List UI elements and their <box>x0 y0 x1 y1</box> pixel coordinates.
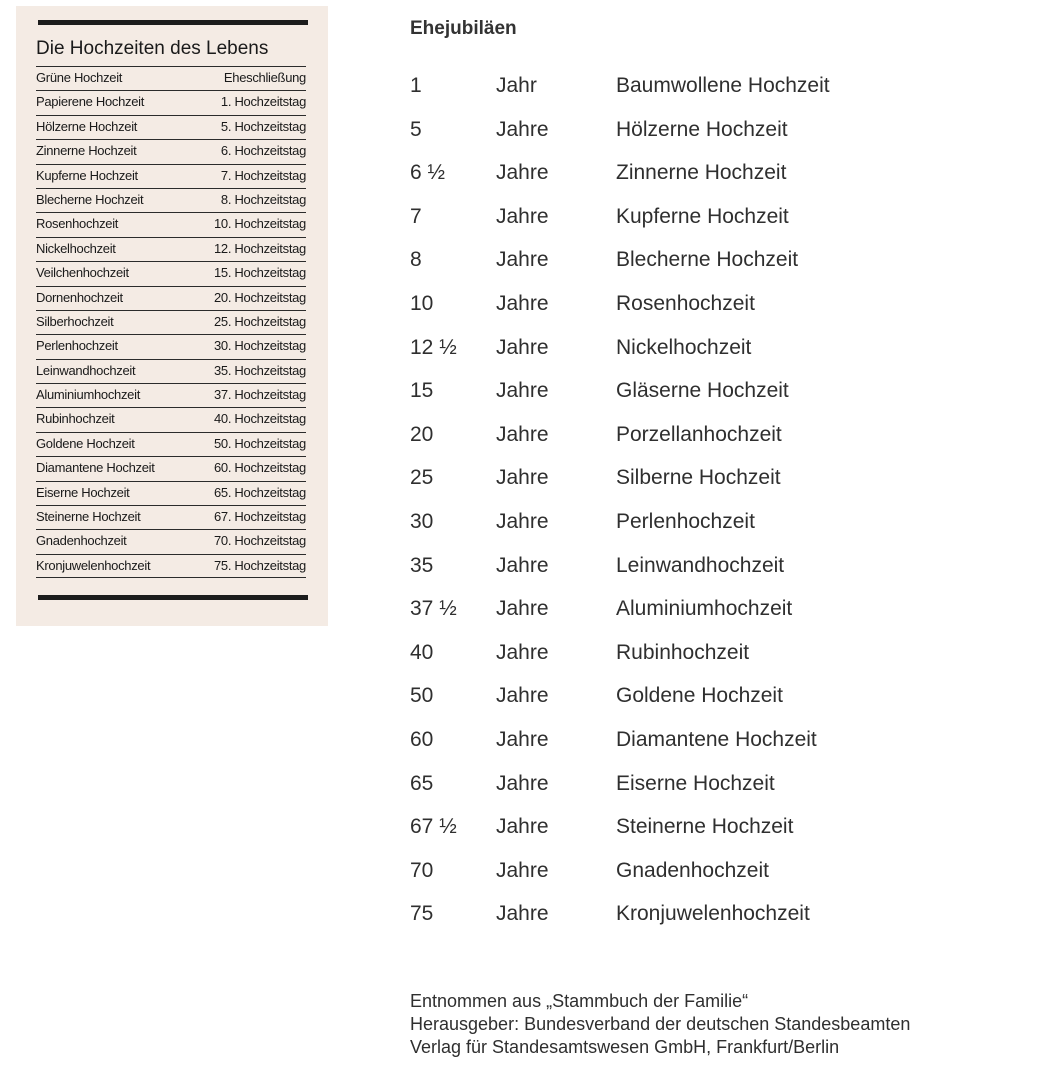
jubilee-row <box>410 728 1030 772</box>
clipping-row-date: Eheschließung <box>223 70 306 85</box>
jubilee-unit: Jahre <box>496 204 549 228</box>
jubilee-name: Goldene Hochzeit <box>616 684 783 708</box>
jubilee-unit: Jahre <box>496 684 549 708</box>
jubilee-name: Eiserne Hochzeit <box>616 771 775 795</box>
clipping-row-name: Veilchenhochzeit <box>36 265 129 281</box>
clipping-row-date: 65. Hochzeitstag <box>213 484 306 500</box>
clipping-row <box>36 359 306 383</box>
clipping-row-name: Papierene Hochzeit <box>36 94 145 110</box>
clipping-top-bar <box>38 20 308 25</box>
jubilee-years: 65 <box>410 771 434 795</box>
jubilee-row <box>410 510 1030 554</box>
jubilee-name: Gläserne Hochzeit <box>616 379 789 403</box>
clipping-row-date: 30. Hochzeitstag <box>213 338 306 354</box>
jubilee-name: Rosenhochzeit <box>616 291 755 315</box>
jubilee-name: Hölzerne Hochzeit <box>616 117 788 141</box>
clipping-row-date: 37. Hochzeitstag <box>213 387 306 403</box>
clipping-row <box>36 334 306 358</box>
clipping-row-date: 75. Hochzeitstag <box>213 557 306 573</box>
jubilee-name: Kupferne Hochzeit <box>616 204 789 228</box>
clipping-row <box>36 505 306 529</box>
clipping-row-name: Goldene Hochzeit <box>36 435 135 451</box>
clipping-row-name: Grüne Hochzeit <box>36 70 123 85</box>
jubilee-unit: Jahre <box>496 422 549 446</box>
clipping-row <box>36 164 306 188</box>
jubilee-years: 15 <box>410 379 434 403</box>
source-note <box>410 990 910 1059</box>
clipping-row-date: 5. Hochzeitstag <box>220 118 306 134</box>
jubilee-years: 6 ½ <box>410 161 446 185</box>
clipping-row <box>36 554 306 578</box>
clipping-row-date: 50. Hochzeitstag <box>213 435 306 451</box>
clipping-row <box>36 310 306 334</box>
jubilee-years: 35 <box>410 553 434 577</box>
jubilee-row <box>410 772 1030 816</box>
clipping-row <box>36 237 306 261</box>
clipping-row-name: Zinnerne Hochzeit <box>36 143 137 159</box>
jubilee-name: Porzellanhochzeit <box>616 422 782 446</box>
clipping-row <box>36 456 306 480</box>
clipping-row-name: Steinerne Hochzeit <box>36 509 141 525</box>
jubilee-years: 20 <box>410 422 434 446</box>
jubilee-name: Perlenhochzeit <box>616 509 755 533</box>
jubilee-row <box>410 205 1030 249</box>
clipping-row <box>36 286 306 310</box>
jubilee-unit: Jahre <box>496 553 549 577</box>
clipping-row-date: 8. Hochzeitstag <box>220 191 306 207</box>
jubilees-heading: Ehejubiläen <box>410 18 517 39</box>
newspaper-clipping <box>16 6 328 626</box>
clipping-row <box>36 481 306 505</box>
clipping-row <box>36 432 306 456</box>
jubilee-unit: Jahre <box>496 466 549 490</box>
clipping-row-date: 1. Hochzeitstag <box>220 94 306 110</box>
jubilee-row <box>410 641 1030 685</box>
jubilee-years: 10 <box>410 291 434 315</box>
jubilee-row <box>410 292 1030 336</box>
jubilee-name: Steinerne Hochzeit <box>616 815 794 839</box>
clipping-row-name: Rubinhochzeit <box>36 411 115 427</box>
jubilee-name: Nickelhochzeit <box>616 335 752 359</box>
clipping-row-name: Aluminiumhochzeit <box>36 387 141 403</box>
clipping-row-name: Perlenhochzeit <box>36 338 118 354</box>
clipping-row-date: 6. Hochzeitstag <box>220 143 306 159</box>
clipping-row-name: Rosenhochzeit <box>36 216 119 232</box>
jubilee-years: 60 <box>410 727 434 751</box>
clipping-table <box>36 66 306 578</box>
clipping-row <box>36 66 306 90</box>
clipping-row-date: 10. Hochzeitstag <box>213 216 306 232</box>
jubilee-years: 37 ½ <box>410 597 457 621</box>
jubilee-unit: Jahre <box>496 771 549 795</box>
jubilee-unit: Jahre <box>496 291 549 315</box>
jubilee-row <box>410 161 1030 205</box>
source-line-2: Herausgeber: Bundesverband der deutschen Standesbeamten <box>410 1014 911 1034</box>
jubilee-years: 40 <box>410 640 434 664</box>
clipping-title: Die Hochzeiten des Lebens <box>36 38 269 59</box>
jubilee-row <box>410 902 1030 946</box>
clipping-row-name: Eiserne Hochzeit <box>36 484 130 500</box>
jubilee-unit: Jahre <box>496 248 549 272</box>
clipping-row <box>36 90 306 114</box>
jubilee-name: Zinnerne Hochzeit <box>616 161 787 185</box>
jubilee-years: 70 <box>410 858 434 882</box>
clipping-row-name: Leinwandhochzeit <box>36 362 136 378</box>
jubilee-name: Leinwandhochzeit <box>616 553 785 577</box>
jubilee-years: 8 <box>410 248 422 272</box>
jubilee-row <box>410 597 1030 641</box>
clipping-row <box>36 139 306 163</box>
jubilee-row <box>410 684 1030 728</box>
jubilee-unit: Jahre <box>496 640 549 664</box>
clipping-row-name: Silberhochzeit <box>36 313 114 329</box>
jubilee-name: Baumwollene Hochzeit <box>616 74 830 97</box>
source-line-1: Entnommen aus „Stammbuch der Familie“ <box>410 991 749 1011</box>
clipping-row-date: 35. Hochzeitstag <box>213 362 306 378</box>
jubilee-unit: Jahre <box>496 597 549 621</box>
jubilee-unit: Jahre <box>496 509 549 533</box>
clipping-row-date: 40. Hochzeitstag <box>213 411 306 427</box>
source-line-3: Verlag für Standesamtswesen GmbH, Frankfurt/Berlin <box>410 1037 840 1057</box>
clipping-row-name: Kupferne Hochzeit <box>36 167 138 183</box>
clipping-row-date: 15. Hochzeitstag <box>213 265 306 281</box>
jubilee-unit: Jahre <box>496 815 549 839</box>
jubilees-list <box>410 74 1030 946</box>
jubilee-row <box>410 74 1030 118</box>
clipping-row-name: Hölzerne Hochzeit <box>36 118 138 134</box>
jubilee-row <box>410 554 1030 598</box>
clipping-row-date: 60. Hochzeitstag <box>213 460 306 476</box>
jubilee-years: 30 <box>410 509 434 533</box>
jubilee-years: 1 <box>410 74 422 97</box>
jubilee-unit: Jahre <box>496 335 549 359</box>
clipping-row-date: 25. Hochzeitstag <box>213 313 306 329</box>
jubilee-years: 5 <box>410 117 422 141</box>
jubilee-name: Gnadenhochzeit <box>616 858 769 882</box>
jubilee-years: 67 ½ <box>410 815 457 839</box>
jubilee-name: Aluminiumhochzeit <box>616 597 793 621</box>
jubilee-row <box>410 248 1030 292</box>
jubilee-years: 50 <box>410 684 434 708</box>
clipping-row-name: Gnadenhochzeit <box>36 533 127 549</box>
jubilee-unit: Jahre <box>496 727 549 751</box>
jubilee-row <box>410 336 1030 380</box>
clipping-row <box>36 115 306 139</box>
jubilee-row <box>410 815 1030 859</box>
jubilee-row <box>410 118 1030 162</box>
clipping-row-name: Diamantene Hochzeit <box>36 460 155 476</box>
jubilee-name: Blecherne Hochzeit <box>616 248 799 272</box>
jubilee-unit: Jahre <box>496 858 549 882</box>
clipping-row-name: Blecherne Hochzeit <box>36 191 144 207</box>
clipping-row-date: 20. Hochzeitstag <box>213 289 306 305</box>
clipping-row-name: Kronjuwelenhochzeit <box>36 557 151 573</box>
clipping-bottom-bar <box>38 595 308 600</box>
clipping-row <box>36 529 306 553</box>
jubilee-unit: Jahre <box>496 161 549 185</box>
jubilee-unit: Jahre <box>496 117 549 141</box>
jubilee-unit: Jahre <box>496 379 549 403</box>
clipping-row-date: 12. Hochzeitstag <box>213 240 306 256</box>
jubilee-name: Diamantene Hochzeit <box>616 727 817 751</box>
jubilee-unit: Jahre <box>496 902 549 926</box>
clipping-row-date: 7. Hochzeitstag <box>220 167 306 183</box>
jubilee-years: 75 <box>410 902 434 926</box>
clipping-row-name: Dornenhochzeit <box>36 289 123 305</box>
clipping-row <box>36 212 306 236</box>
jubilee-name: Rubinhochzeit <box>616 640 750 664</box>
jubilee-row <box>410 466 1030 510</box>
jubilee-row <box>410 423 1030 467</box>
clipping-row-date: 67. Hochzeitstag <box>213 509 306 525</box>
clipping-row-name: Nickelhochzeit <box>36 240 116 256</box>
jubilee-years: 12 ½ <box>410 335 457 359</box>
jubilee-years: 25 <box>410 466 434 490</box>
jubilee-years: 7 <box>410 204 422 228</box>
clipping-row <box>36 261 306 285</box>
jubilee-row <box>410 859 1030 903</box>
jubilee-unit: Jahr <box>496 74 537 97</box>
jubilee-row <box>410 379 1030 423</box>
clipping-row <box>36 407 306 431</box>
clipping-row-date: 70. Hochzeitstag <box>213 533 306 549</box>
clipping-row <box>36 383 306 407</box>
jubilee-name: Silberne Hochzeit <box>616 466 781 490</box>
clipping-row <box>36 188 306 212</box>
jubilee-name: Kronjuwelenhochzeit <box>616 902 810 926</box>
